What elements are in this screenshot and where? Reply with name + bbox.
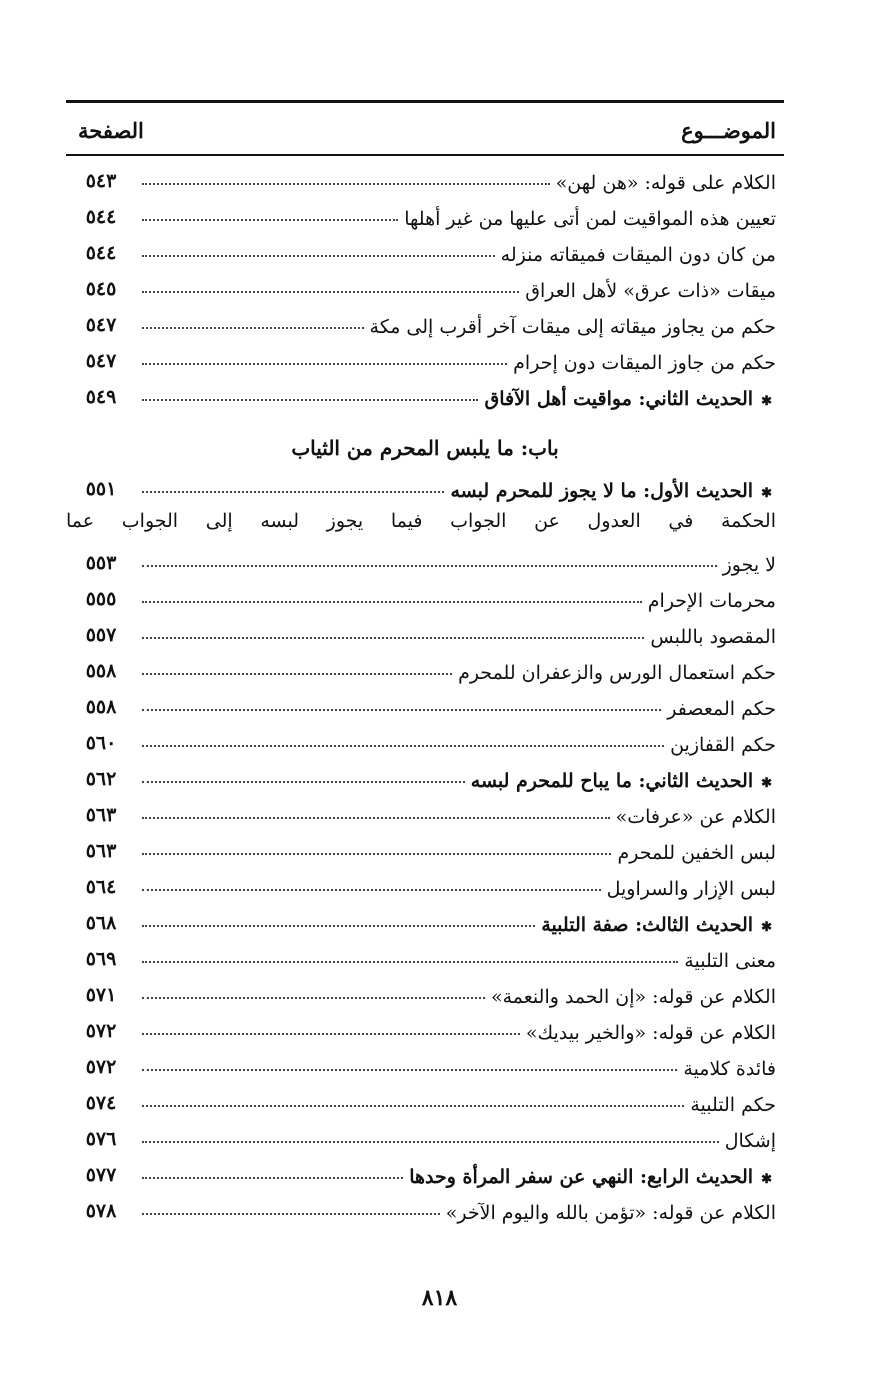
- entry-title: لبس الإزار والسراويل: [606, 878, 776, 900]
- leader-dots: [142, 889, 601, 891]
- entry-title: الكلام عن قوله: «إن الحمد والنعمة»: [490, 986, 776, 1008]
- leader-dots: [142, 183, 550, 185]
- entry-title: حكم المعصفر: [667, 698, 776, 720]
- header-page: الصفحة: [78, 117, 144, 143]
- entry-page: ٥٧٤: [85, 1092, 117, 1114]
- toc-row: [66, 158, 784, 194]
- hadith-title: ✱ الحديث الرابع: النهي عن سفر المرأة وحدها: [409, 1166, 784, 1188]
- entry-paragraph-line: الحكمة في العدول عن الجواب فيما يجوز لبسه إلى الجواب عما: [66, 510, 776, 532]
- entry-page: ٥٦٩: [85, 948, 117, 970]
- leader-dots: [142, 925, 535, 927]
- entry-page: ٥٥٨: [85, 696, 117, 718]
- toc-row: [66, 1080, 784, 1116]
- entry-page: ٥٦٨: [85, 912, 117, 934]
- toc-row: [66, 576, 784, 612]
- entry-title: تعيين هذه المواقيت لمن أتى عليها من غير أهلها: [404, 208, 776, 230]
- toc-row: [66, 828, 784, 864]
- entry-page: ٥٦٣: [85, 804, 117, 826]
- entry-title: حكم من جاوز الميقات دون إحرام: [513, 352, 776, 374]
- leader-dots: [142, 327, 364, 329]
- toc-row-hadith: [66, 374, 784, 410]
- toc-row-hadith: [66, 1152, 784, 1188]
- entry-page: ٥٤٧: [85, 350, 117, 372]
- leader-dots: [142, 781, 465, 783]
- header-rule: [66, 154, 784, 156]
- entry-title: فائدة كلامية: [683, 1058, 776, 1080]
- entry-page: ٥٥٣: [85, 552, 117, 574]
- top-rule: [66, 100, 784, 103]
- entry-title: الكلام على قوله: «هن لهن»: [555, 172, 776, 194]
- header-subject: الموضـــوع: [681, 117, 776, 143]
- entry-page: ٥٦٠: [85, 732, 117, 754]
- page-number: ٨١٨: [421, 1285, 458, 1311]
- entry-title: لا يجوز: [722, 554, 776, 576]
- entry-page: ٥٥٥: [85, 588, 117, 610]
- entry-page: ٥٥٨: [85, 660, 117, 682]
- entry-page: ٥٤٧: [85, 314, 117, 336]
- leader-dots: [142, 853, 611, 855]
- entry-page: ٥٤٤: [85, 206, 117, 228]
- leader-dots: [142, 637, 644, 639]
- entry-title: حكم استعمال الورس والزعفران للمحرم: [458, 662, 776, 684]
- leader-dots: [142, 1105, 684, 1107]
- entry-title: ميقات «ذات عرق» لأهل العراق: [525, 280, 776, 302]
- toc-row: [66, 936, 784, 972]
- entry-title: حكم القفازين: [670, 734, 776, 756]
- leader-dots: [142, 1033, 520, 1035]
- toc-row: [66, 648, 784, 684]
- toc-row: [66, 972, 784, 1008]
- leader-dots: [142, 745, 664, 747]
- leader-dots: [142, 601, 642, 603]
- leader-dots: [142, 997, 485, 999]
- entry-page: ٥٧١: [85, 984, 117, 1006]
- leader-dots: [142, 219, 398, 221]
- entry-title: حكم من يجاوز ميقاته إلى ميقات آخر أقرب إلى مكة: [369, 316, 776, 338]
- leader-dots: [142, 709, 661, 711]
- entry-title: حكم التلبية: [690, 1094, 776, 1116]
- toc-row: [66, 1044, 784, 1080]
- entry-page: ٥٤٩: [85, 386, 117, 408]
- toc-row: [66, 864, 784, 900]
- toc-row: [66, 266, 784, 302]
- leader-dots: [142, 399, 478, 401]
- hadith-title: ✱ الحديث الأول: ما لا يجوز للمحرم لبسه: [450, 480, 784, 502]
- leader-dots: [142, 255, 495, 257]
- toc-row: [66, 684, 784, 720]
- entry-page: ٥٤٣: [85, 170, 117, 192]
- leader-dots: [142, 1141, 719, 1143]
- toc-row-hadith: [66, 756, 784, 792]
- toc-row: [66, 194, 784, 230]
- hadith-title: ✱ الحديث الثالث: صفة التلبية: [541, 914, 784, 936]
- entry-title: من كان دون الميقات فميقاته منزله: [500, 244, 776, 266]
- entry-title: الكلام عن قوله: «والخير بيديك»: [525, 1022, 776, 1044]
- entry-title: محرمات الإحرام: [647, 590, 776, 612]
- toc-row: [66, 1116, 784, 1152]
- entry-page: ٥٧٢: [85, 1056, 117, 1078]
- toc-list: [66, 158, 784, 1224]
- leader-dots: [142, 363, 507, 365]
- hadith-title: ✱ الحديث الثاني: ما يباح للمحرم لبسه: [471, 770, 784, 792]
- leader-dots: [142, 565, 717, 567]
- hadith-title: ✱ الحديث الثاني: مواقيت أهل الآفاق: [484, 388, 784, 410]
- entry-page: ٥٥٧: [85, 624, 117, 646]
- toc-row: [66, 230, 784, 266]
- toc-row: [66, 720, 784, 756]
- toc-header: [66, 110, 784, 150]
- toc-row-hadith: [66, 900, 784, 936]
- leader-dots: [142, 961, 678, 963]
- leader-dots: [142, 1177, 403, 1179]
- entry-page: ٥٤٤: [85, 242, 117, 264]
- entry-page: ٥٧٦: [85, 1128, 117, 1150]
- entry-page: ٥٦٤: [85, 876, 117, 898]
- leader-dots: [142, 491, 444, 493]
- entry-title: معنى التلبية: [684, 950, 776, 972]
- toc-row-hadith: [66, 466, 784, 502]
- toc-row: [66, 302, 784, 338]
- toc-row: [66, 540, 784, 576]
- entry-title: الكلام عن قوله: «تؤمن بالله واليوم الآخر»: [445, 1202, 776, 1224]
- toc-row: [66, 338, 784, 374]
- section-title: باب: ما يلبس المحرم من الثياب: [291, 436, 559, 460]
- leader-dots: [142, 291, 519, 293]
- entry-title: لبس الخفين للمحرم: [617, 842, 776, 864]
- entry-title: إشكال: [724, 1130, 776, 1152]
- toc-row: [66, 1008, 784, 1044]
- entry-page: ٥٥١: [85, 478, 117, 500]
- entry-page: ٥٦٢: [85, 768, 117, 790]
- toc-row: [66, 1188, 784, 1224]
- entry-page: ٥٧٧: [85, 1164, 117, 1186]
- entry-title: الكلام عن «عرفات»: [615, 806, 776, 828]
- entry-title: المقصود باللبس: [650, 626, 776, 648]
- entry-page: ٥٦٣: [85, 840, 117, 862]
- leader-dots: [142, 673, 452, 675]
- entry-page: ٥٧٢: [85, 1020, 117, 1042]
- leader-dots: [142, 1213, 440, 1215]
- leader-dots: [142, 1069, 677, 1071]
- leader-dots: [142, 817, 610, 819]
- toc-row: [66, 612, 784, 648]
- toc-row: [66, 792, 784, 828]
- entry-page: ٥٤٥: [85, 278, 117, 300]
- entry-page: ٥٧٨: [85, 1200, 117, 1222]
